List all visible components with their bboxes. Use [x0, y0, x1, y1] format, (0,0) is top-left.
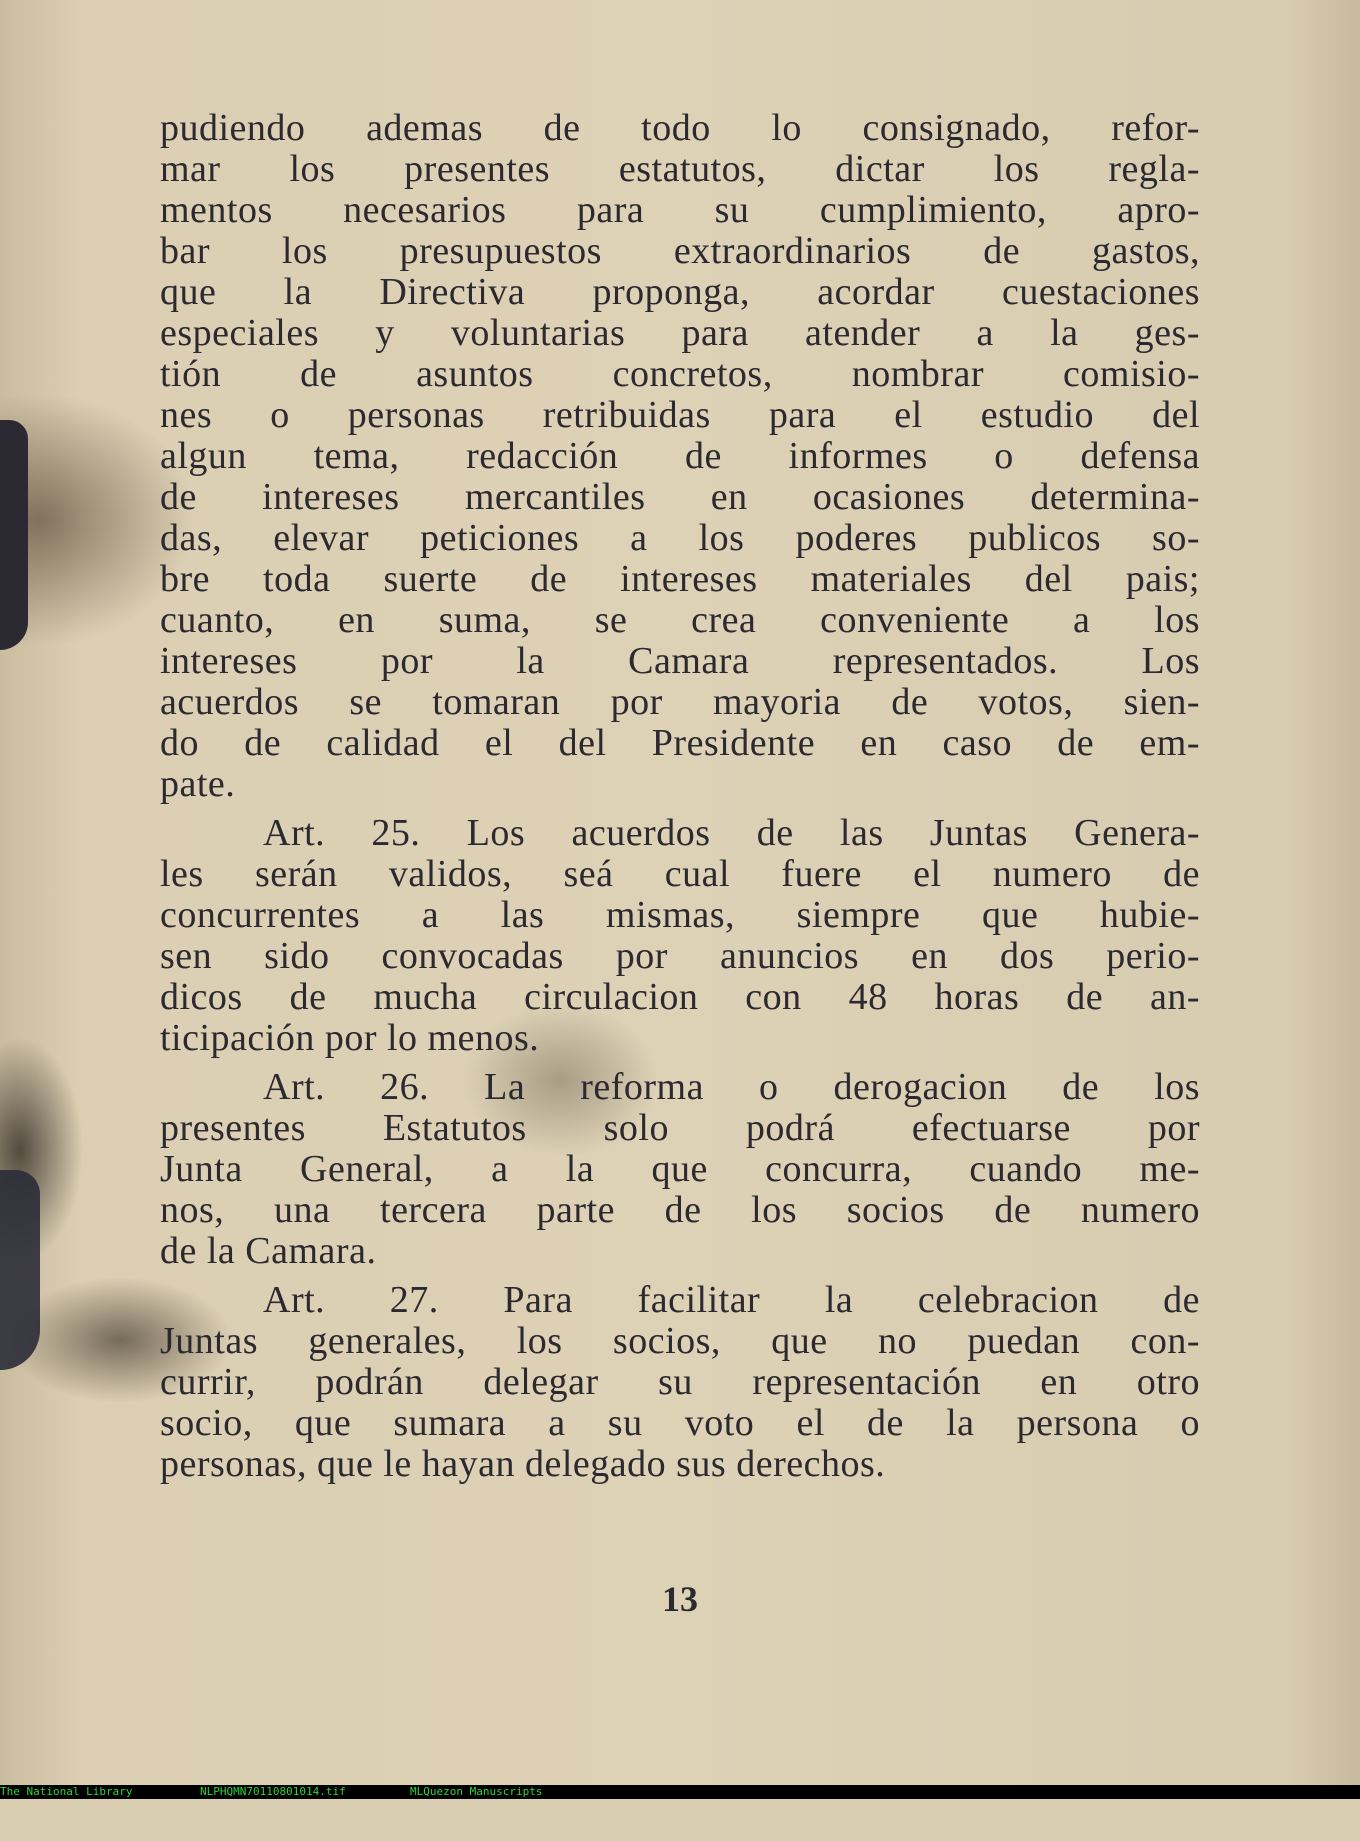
text-line: pudiendo ademas de todo lo consignado, refor-: [160, 107, 1200, 149]
text-line: de la Camara.: [160, 1230, 377, 1272]
text-line: bar los presupuestos extraordinarios de gastos,: [160, 230, 1200, 272]
text-line: concurrentes a las mismas, siempre que hubie-: [160, 894, 1200, 936]
text-line: de intereses mercantiles en ocasiones determina-: [160, 476, 1200, 518]
text-line: Junta General, a la que concurra, cuando me-: [160, 1148, 1200, 1190]
text-line: pate.: [160, 763, 236, 805]
paragraph: [160, 108, 1200, 805]
text-line: currir, podrán delegar su representación en otro: [160, 1361, 1200, 1403]
scan-footer: [0, 1785, 1360, 1799]
text-line: dicos de mucha circulacion con 48 horas de an-: [160, 976, 1200, 1018]
burn-mark-lower: [0, 1170, 40, 1370]
paragraph: [160, 1067, 1200, 1272]
text-line: mentos necesarios para su cumplimiento, apro-: [160, 189, 1200, 231]
text-line: que la Directiva proponga, acordar cuestaciones: [160, 271, 1200, 313]
footer-library: The National Library: [0, 1785, 133, 1798]
text-line: nes o personas retribuidas para el estudio del: [160, 394, 1200, 436]
page-number: 13: [662, 1579, 698, 1619]
text-line: Art. 25. Los acuerdos de las Juntas Genera-: [263, 812, 1200, 854]
text-line: tión de asuntos concretos, nombrar comisio-: [160, 353, 1200, 395]
text-line: cuanto, en suma, se crea conveniente a los: [160, 599, 1200, 641]
burn-mark-upper: [0, 420, 28, 650]
paragraph: [160, 1280, 1200, 1485]
text-line: personas, que le hayan delegado sus derechos.: [160, 1443, 886, 1485]
text-line: Juntas generales, los socios, que no puedan con-: [160, 1320, 1200, 1362]
text-line: sen sido convocadas por anuncios en dos perio-: [160, 935, 1200, 977]
text-line: Art. 26. La reforma o derogacion de los: [263, 1066, 1200, 1108]
text-line: ticipación por lo menos.: [160, 1017, 540, 1059]
text-line: nos, una tercera parte de los socios de numero: [160, 1189, 1200, 1231]
text-line: especiales y voluntarias para atender a la ges-: [160, 312, 1200, 354]
text-line: mar los presentes estatutos, dictar los regla-: [160, 148, 1200, 190]
footer-filename: NLPHQMN70110801014.tif: [200, 1785, 346, 1798]
text-line: socio, que sumara a su voto el de la persona o: [160, 1402, 1200, 1444]
text-line: les serán validos, seá cual fuere el numero de: [160, 853, 1200, 895]
text-line: acuerdos se tomaran por mayoria de votos, sien-: [160, 681, 1200, 723]
text-line: bre toda suerte de intereses materiales del pais;: [160, 558, 1200, 600]
text-line: intereses por la Camara representados. Los: [160, 640, 1200, 682]
text-line: presentes Estatutos solo podrá efectuarse por: [160, 1107, 1200, 1149]
text-line: Art. 27. Para facilitar la celebracion de: [263, 1279, 1200, 1321]
text-line: algun tema, redacción de informes o defensa: [160, 435, 1200, 477]
body-text: [160, 108, 1200, 1485]
text-line: das, elevar peticiones a los poderes publicos so-: [160, 517, 1200, 559]
paragraph: [160, 813, 1200, 1059]
text-line: do de calidad el del Presidente en caso de em-: [160, 722, 1200, 764]
footer-collection: MLQuezon Manuscripts: [410, 1785, 543, 1798]
